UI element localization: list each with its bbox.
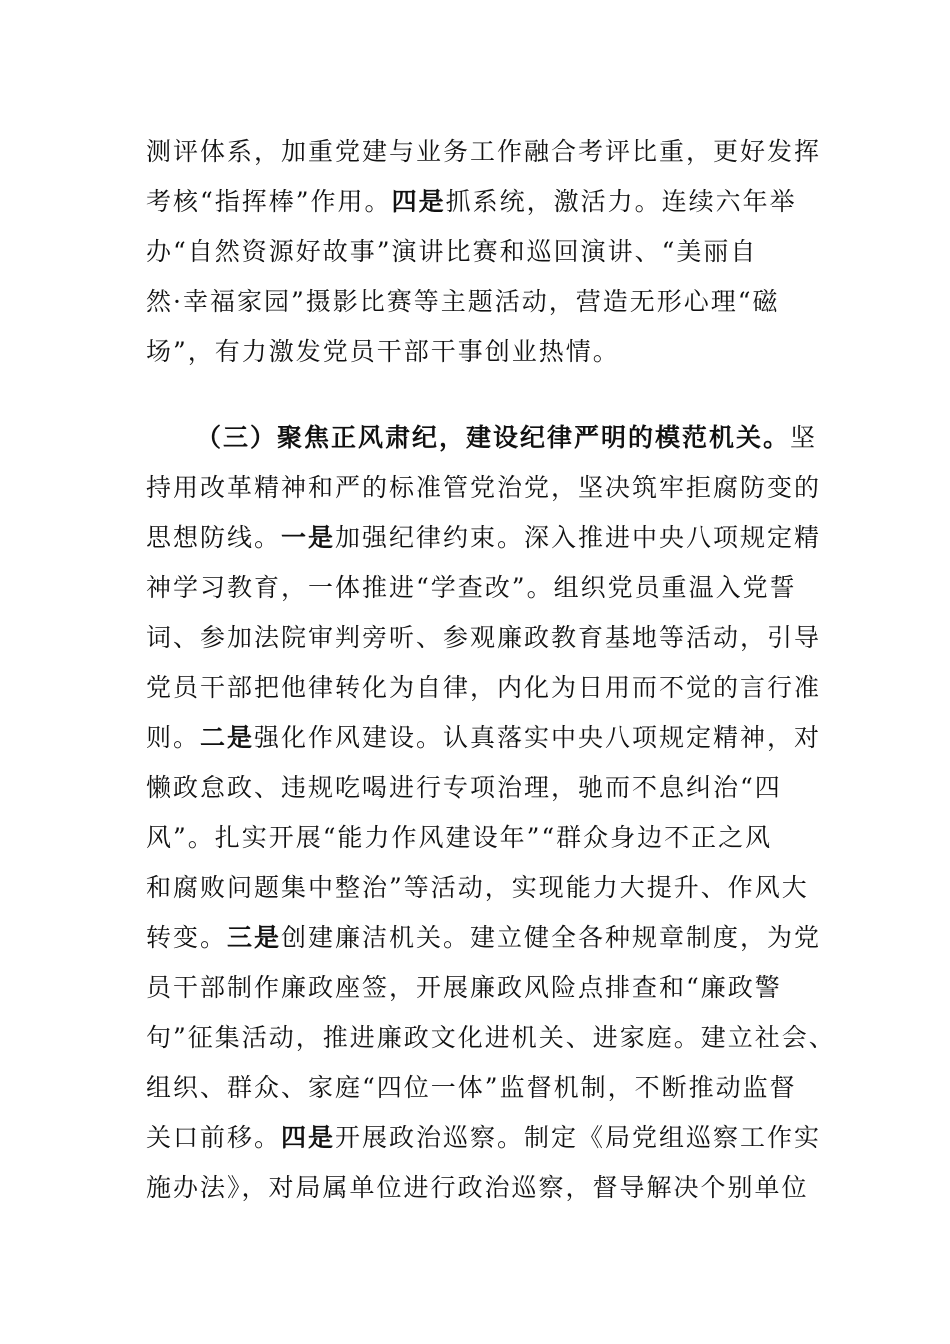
bold-marker: 一是	[281, 523, 336, 552]
text-run: 抓系统，激活力。连续六年举	[445, 187, 797, 216]
text-run: 神学习教育，一体推进“学查改”。组织党员重温入党誓	[146, 573, 797, 602]
text-run: 办“自然资源好故事”演讲比赛和巡回演讲、“美丽自	[146, 237, 758, 266]
paragraph-2-line-16	[146, 1168, 809, 1208]
paragraph-2-line-6	[146, 668, 821, 708]
text-run: 施办法》，对局属单位进行政治巡察，督导解决个别单位	[146, 1173, 809, 1202]
paragraph-1-line-3	[146, 232, 757, 272]
paragraph-2-line-10	[146, 868, 809, 908]
text-run: 场”，有力激发党员干部干事创业热情。	[146, 337, 620, 366]
paragraph-1-line-2	[146, 182, 797, 222]
bold-marker: 三是	[227, 923, 282, 952]
text-run: 党员干部把他律转化为自律，内化为日用而不觉的言行准	[146, 673, 822, 702]
text-run: 创建廉洁机关。建立健全各种规章制度，为党	[281, 923, 822, 952]
text-run: 测评体系，加重党建与业务工作融合考评比重，更好发挥	[146, 137, 822, 166]
text-run: 思想防线。	[146, 523, 282, 552]
bold-marker: 二是	[200, 723, 255, 752]
text-run: 考核“指挥棒”作用。	[146, 187, 392, 216]
paragraph-2-line-4	[146, 568, 797, 608]
text-run: 持用改革精神和严的标准管党治党，坚决筑牢拒腐防变的	[146, 473, 822, 502]
section-heading: （三）聚焦正风肃纪，建设纪律严明的模范机关。	[196, 423, 791, 452]
text-run: 关口前移。	[146, 1123, 282, 1152]
paragraph-2-line-5	[146, 618, 821, 658]
paragraph-2-line-14	[146, 1068, 797, 1108]
paragraph-2-line-9	[146, 818, 772, 858]
text-run: 组织、群众、家庭“四位一体”监督机制，不断推动监督	[146, 1073, 797, 1102]
paragraph-2-line-3	[146, 518, 821, 558]
text-run: 加强纪律约束。深入推进中央八项规定精	[335, 523, 822, 552]
paragraph-1-line-1	[146, 132, 821, 172]
text-run: 转变。	[146, 923, 228, 952]
paragraph-2-line-7	[146, 718, 821, 758]
text-run: 开展政治巡察。制定《局党组巡察工作实	[335, 1123, 822, 1152]
text-run: 然·幸福家园”摄影比赛等主题活动，营造无形心理“磁	[146, 287, 780, 316]
paragraph-2-line-11	[146, 918, 821, 958]
paragraph-2-line-2	[146, 468, 821, 508]
paragraph-2-line-13	[146, 1018, 836, 1058]
text-run: 强化作风建设。认真落实中央八项规定精神，对	[254, 723, 822, 752]
text-run: 懒政怠政、违规吃喝进行专项治理，驰而不息纠治“四	[146, 773, 782, 802]
text-run: 坚	[790, 423, 818, 452]
paragraph-1-line-4	[146, 282, 780, 322]
paragraph-2-line-15	[146, 1118, 821, 1158]
paragraph-2-line-8	[146, 768, 782, 808]
text-run: 句”征集活动，推进廉政文化进机关、进家庭。建立社会、	[146, 1023, 836, 1052]
bold-marker: 四是	[391, 187, 446, 216]
text-run: 风”。扎实开展“能力作风建设年”“群众身边不正之风	[146, 823, 773, 852]
paragraph-2-line-1	[196, 418, 817, 458]
paragraph-2-line-12	[146, 968, 782, 1008]
text-run: 则。	[146, 723, 201, 752]
text-run: 员干部制作廉政座签，开展廉政风险点排查和“廉政警	[146, 973, 782, 1002]
text-run: 和腐败问题集中整治”等活动，实现能力大提升、作风大	[146, 873, 809, 902]
text-run: 词、参加法院审判旁听、参观廉政教育基地等活动，引导	[146, 623, 822, 652]
paragraph-1-line-5	[146, 332, 620, 372]
bold-marker: 四是	[281, 1123, 336, 1152]
